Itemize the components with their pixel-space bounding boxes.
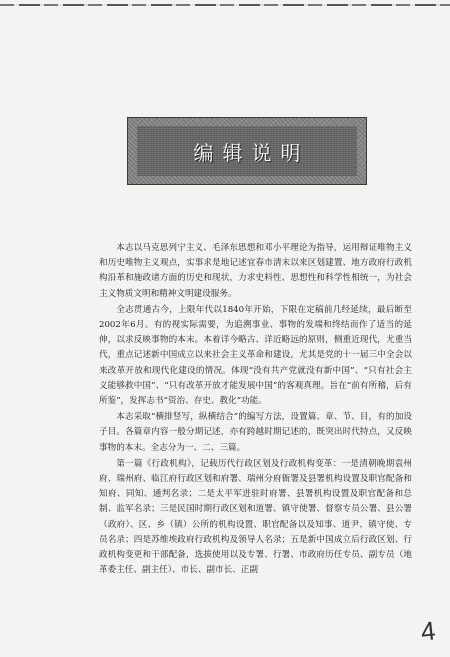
scan-edge-line [0, 4, 450, 6]
paragraph-time-span: 全志贯通古今，上限年代以1840年开始，下限在定稿前几经延续，最后断至2002年6月。有的视实际需要，为追溯事业、事物的发端和终结而作了适当的延伸，以求反映事物的本末。本着详今略古、详近略远的原则，侧重近现代，尤重当代，重点记述新中国成立以来社会主义革命和建设，尤其是党的十一届三中全会以来改革开放和现代化建设的情况。体现“没有共产党就没有新中国”、“只有社会主义能够救中国”、“只有改革开放才能发展中国”的客观真理。旨在“前有所稽，后有所鉴”，发挥志书“资治、存史、教化”功能。 [99, 304, 412, 407]
paragraph-guiding-principles: 本志以马克思列宁主义、毛泽东思想和邓小平理论为指导，运用辩证唯物主义和历史唯物主义观点，实事求是地记述宜春市清末以来区划建置、地方政府行政机构沿革和施政诸方面的历史和现状，力求史料性、思想性和科学性相统一，为社会主义物质文明和精神文明建设服务。 [99, 243, 412, 299]
body-text [99, 241, 412, 579]
paragraph-structure: 本志采取“横排竖写，纵横结合”的编写方法，设置篇、章、节、目，有的加设子目。各篇章内容一般分期记述，亦有跨越时期记述的，既突出时代特点，又反映事物的本末。全志分为一、二、三篇。 [99, 412, 412, 453]
paragraph-part-one: 第一篇《行政机构》，记载历代行政区划及行政机构变革：一是清朝晚期袁州府、瑞州府、临江府行政区划和府署、瑞州分府衙署及县署机构设置及职官配备和知府、同知、通判名录；二是太平军进驻时府署、县署机构设置及职官配备和总制、监军名录；三是民国时期行政区划和道署、镇守使署、督察专员公署、县公署（政府）、区、乡（镇）公所的机构设置、职官配备以及知事、道尹、镇守使、专员名录；四是苏维埃政府行政机构及领导人名录；五是新中国成立后行政区划、行政机构变更和干部配备，选拔使用以及专署、行署、市政府历任专员、副专员（地革委主任、副主任）、市长、副市长、正副 [99, 458, 412, 576]
title-banner-inner [137, 126, 357, 176]
title-banner [127, 117, 367, 185]
section-title: 编辑说明 [193, 140, 310, 165]
handwritten-page-number: 4 [419, 615, 437, 647]
